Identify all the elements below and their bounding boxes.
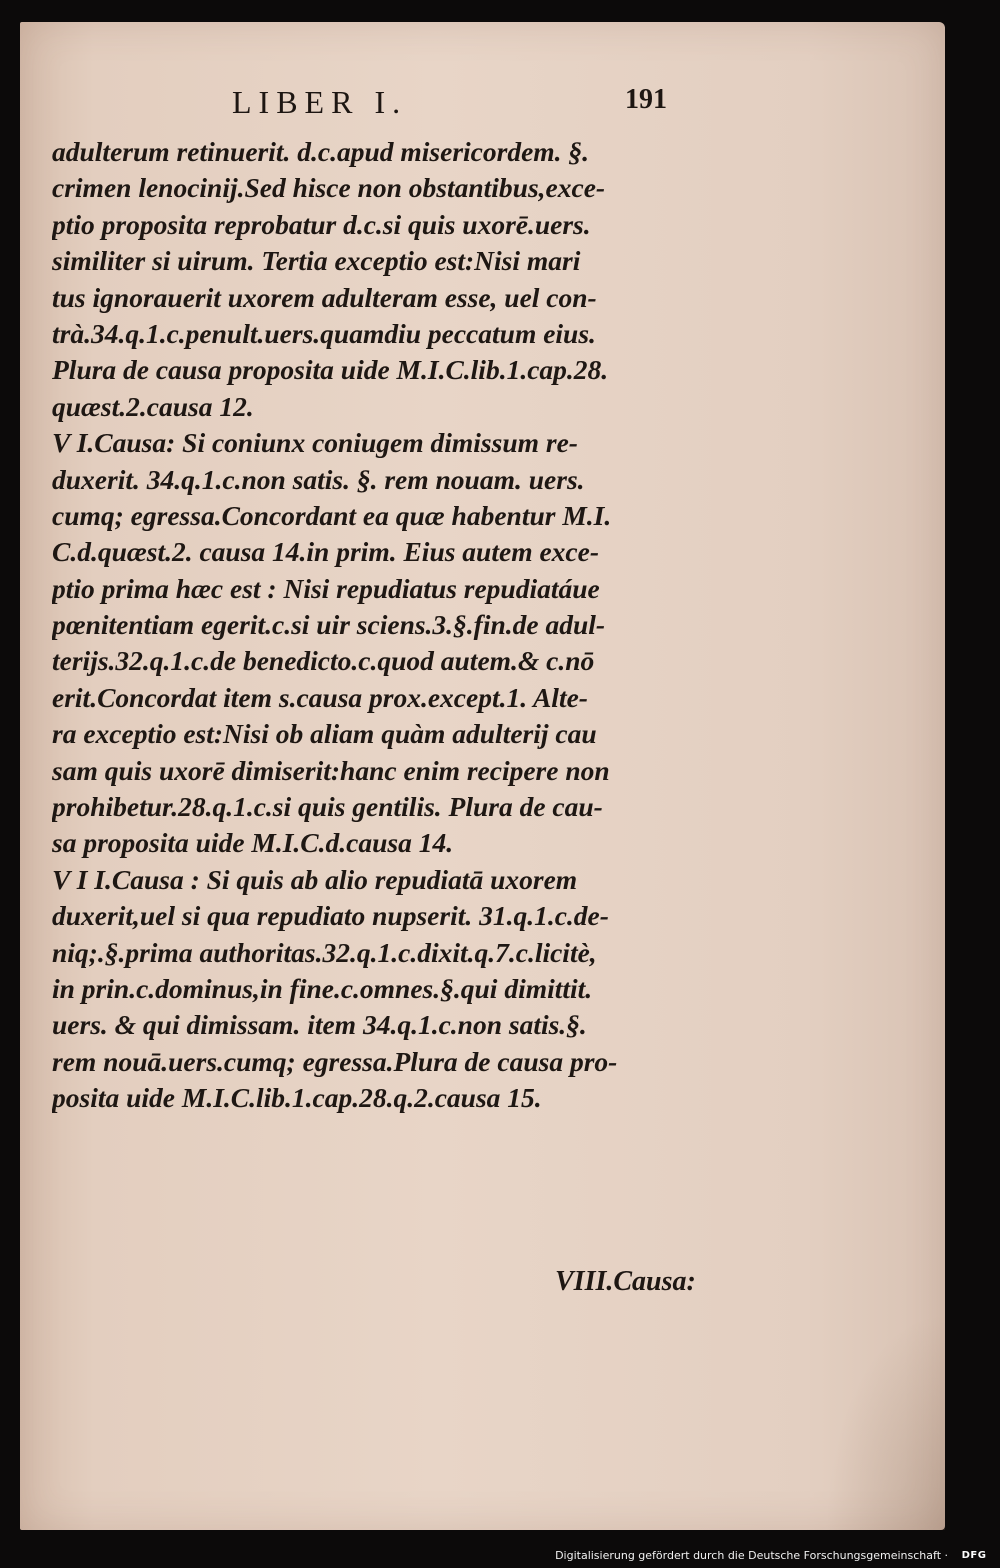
text-line: rem nouā.uers.cumq; egressa.Plura de causa pro- (52, 1045, 618, 1077)
text-line: Plura de causa proposita uide M.I.C.lib.1.cap.28. (52, 354, 609, 386)
text-line: niq;.§.prima authoritas.32.q.1.c.dixit.q.7.c.licitè, (52, 936, 597, 968)
text-line: sam quis uxorē dimiserit:hanc enim recipere non (52, 754, 610, 786)
text-line: crimen lenocinij.Sed hisce non obstantibus,exce- (52, 172, 606, 204)
digitization-credit: Digitalisierung gefördert durch die Deutsche Forschungsgemeinschaft · (555, 1549, 948, 1562)
text-line: uers. & qui dimissam. item 34.q.1.c.non satis.§. (52, 1009, 587, 1041)
text-line: ra exceptio est:Nisi ob aliam quàm adulterij cau (52, 718, 597, 750)
text-line: pœnitentiam egerit.c.si uir sciens.3.§.fin.de adul- (52, 609, 606, 641)
text-line: ptio prima hæc est : Nisi repudiatus repudiatáue (52, 572, 600, 604)
text-line: adulterum retinuerit. d.c.apud misericordem. §. (52, 136, 590, 167)
text-line: posita uide M.I.C.lib.1.cap.28.q.2.causa 15. (52, 1082, 542, 1114)
text-line: prohibetur.28.q.1.c.si quis gentilis. Plura de cau- (52, 791, 603, 823)
body-text (52, 134, 712, 1117)
text-line: duxerit,uel si qua repudiato nupserit. 31.q.1.c.de- (52, 900, 609, 932)
text-line: duxerit. 34.q.1.c.non satis. §. rem nouam. uers. (52, 463, 585, 495)
text-line: trà.34.q.1.c.penult.uers.quamdiu peccatum eius. (52, 317, 596, 349)
text-line: cumq; egressa.Concordant ea quæ habentur M.I. (52, 499, 612, 531)
text-line: ptio proposita reprobatur d.c.si quis uxorē.uers. (52, 208, 591, 240)
text-line: terijs.32.q.1.c.de benedicto.c.quod autem.& c.nō (52, 645, 595, 677)
text-line: in prin.c.dominus,in fine.c.omnes.§.qui dimittit. (52, 972, 593, 1004)
text-line: C.d.quæst.2. causa 14.in prim. Eius autem exce- (52, 536, 599, 568)
text-line: similiter si uirum. Tertia exceptio est:Nisi mari (52, 245, 581, 277)
text-line: V I.Causa: Si coniunx coniugem dimissum re- (52, 427, 578, 459)
dfg-logo-icon: DFG (961, 1550, 987, 1561)
page-header (20, 84, 945, 134)
text-line: V I I.Causa : Si quis ab alio repudiatā uxorem (52, 863, 578, 895)
footer-bar (0, 1542, 1000, 1568)
catchword: VIII.Causa: (555, 1266, 696, 1297)
text-line: tus ignorauerit uxorem adulteram esse, uel con- (52, 281, 597, 313)
folio-number: 191 (625, 84, 667, 115)
book-page (20, 22, 945, 1530)
text-line: erit.Concordat item s.causa prox.except.1. Alte- (52, 681, 588, 713)
text-line: sa proposita uide M.I.C.d.causa 14. (52, 827, 454, 859)
running-head: LIBER I. (232, 84, 408, 120)
text-line: quæst.2.causa 12. (52, 390, 254, 422)
